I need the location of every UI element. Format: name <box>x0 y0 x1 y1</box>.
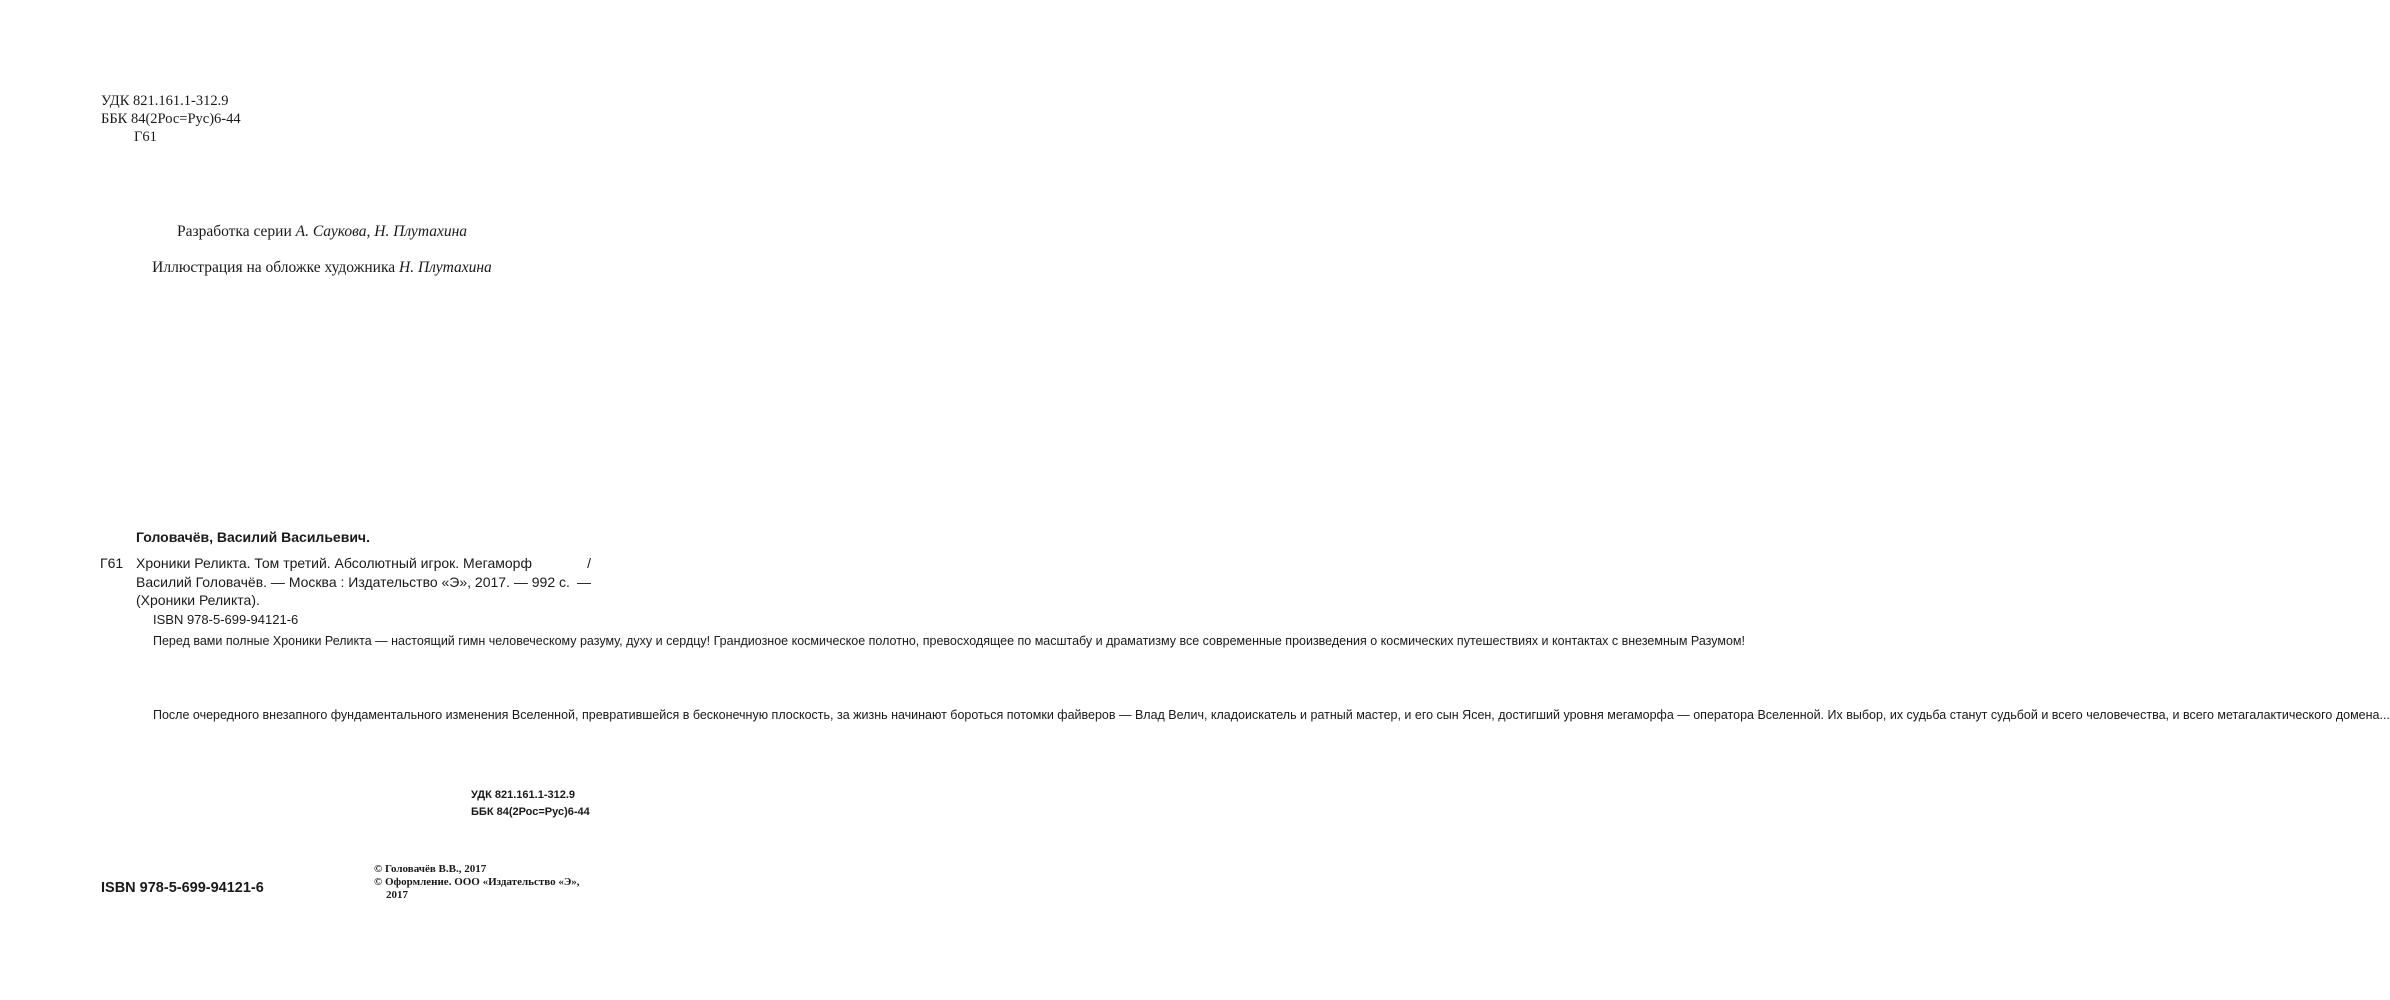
author-mark: Г61 <box>134 129 157 145</box>
card-title-line-1-slash: / <box>587 555 591 571</box>
udk-code: УДК 821.161.1-312.9 <box>101 93 229 109</box>
series-credit <box>0 223 644 241</box>
series-credit-names: А. Саукова, Н. Плутахина <box>295 223 468 240</box>
card-title-line-2 <box>136 573 591 592</box>
card-author: Головачёв, Василий Васильевич. <box>136 529 370 545</box>
card-author-mark: Г61 <box>100 555 124 571</box>
bbk-code-bold: ББК 84(2Рос=Рус)6-44 <box>471 806 590 818</box>
cover-credit-name: Н. Плутахина <box>399 259 492 276</box>
annotation-text-1: Перед вами полные Хроники Реликта — настоящий гимн человеческому разуму, духу и сердцу! Грандиозное космическое полотно, превосходящее по масштабу и драматизму все современные произведения о космических путешествиях и контактах с внеземным Разумом! <box>153 634 1745 648</box>
annotation-text-2: После очередного внезапного фундаментального изменения Вселенной, превратившейся в бесконечную плоскость, за жизнь начинают бороться потомки файверов — Влад Велич, кладоискатель и ратный мастер, и его сын Ясен, достигший уровня мегаморфа — оператора Вселенной. Их выбор, их судьба станут судьбой и всего человечества, и всего метагалактического домена... <box>153 708 2390 722</box>
card-title-line-2-text: Василий Головачёв. — Москва : Издательство «Э», 2017. — 992 с. <box>136 573 570 590</box>
card-title-line-3: (Хроники Реликта). <box>136 592 260 608</box>
cover-credit-label: Иллюстрация на обложке художника <box>152 259 400 276</box>
udk-code-bold: УДК 821.161.1-312.9 <box>471 789 576 801</box>
classification-bold-block <box>471 787 590 821</box>
card-title-line-1-text: Хроники Реликта. Том третий. Абсолютный игрок. Мегаморф <box>136 555 532 571</box>
bbk-code: ББК 84(2Рос=Рус)6-44 <box>101 111 241 127</box>
copyright-author: © Головачёв В.В., 2017 <box>374 863 487 875</box>
cover-credit <box>0 259 644 277</box>
card-title-line-2-dash: — <box>577 573 591 590</box>
copyright-design: © Оформление. ООО «Издательство «Э», 2017 <box>374 876 580 901</box>
classification-block <box>101 92 241 146</box>
annotation-paragraph-1 <box>136 632 1745 650</box>
footer-isbn: ISBN 978-5-699-94121-6 <box>101 880 264 896</box>
annotation-paragraph-2 <box>136 706 2390 724</box>
card-isbn: ISBN 978-5-699-94121-6 <box>153 612 299 627</box>
card-title-block <box>136 554 591 610</box>
series-credit-label: Разработка серии <box>176 223 296 240</box>
card-title-line-1 <box>136 554 591 573</box>
copyright-block <box>374 863 599 902</box>
